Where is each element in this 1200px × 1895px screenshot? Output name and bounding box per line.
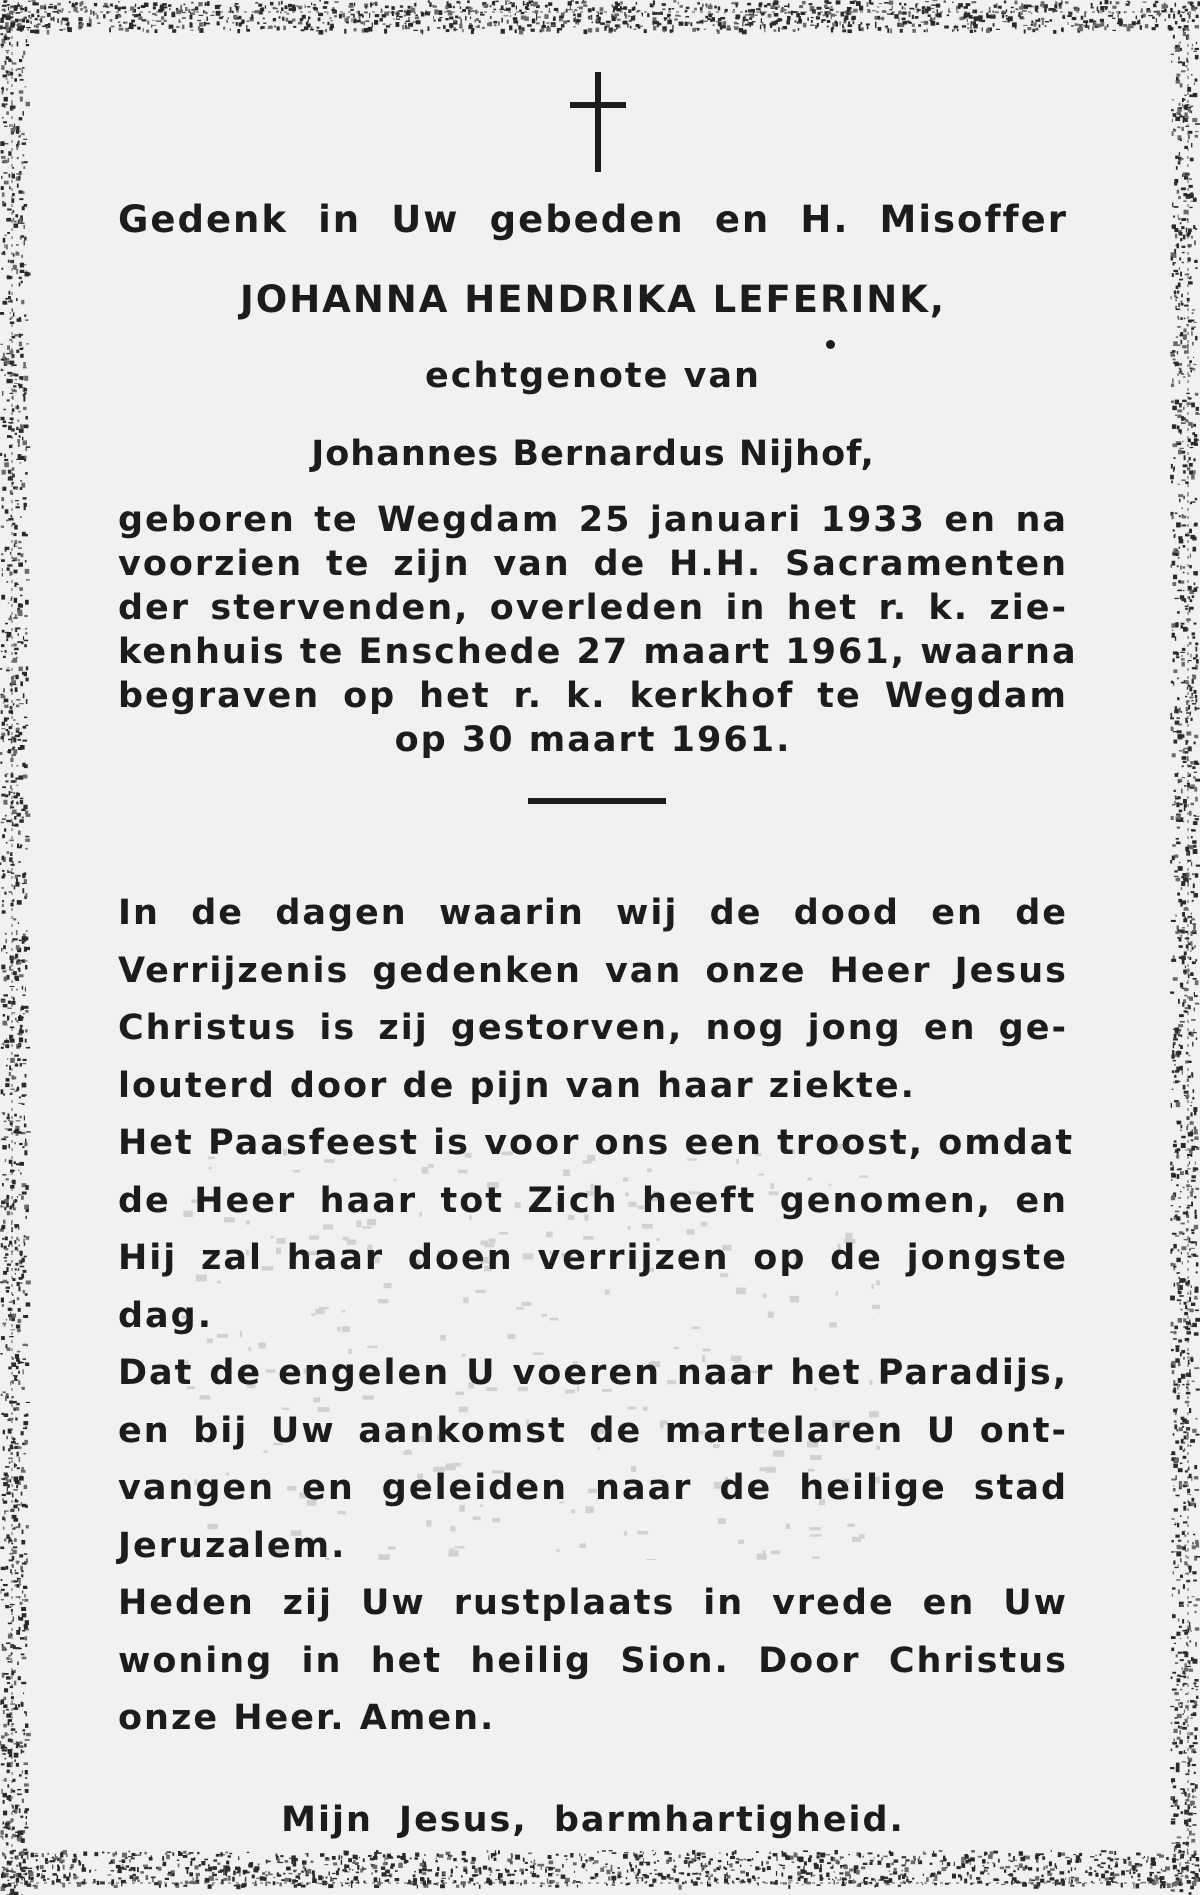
details-line: voorzien te zijn van de H.H. Sacramenten [118,544,1068,584]
prayer-line: dag. [118,1295,214,1336]
details-line: kenhuis te Enschede 27 maart 1961, waarna [118,632,1078,672]
prayer-line: onze Heer. Amen. [118,1698,496,1738]
spouse-label: echtgenote van [425,356,761,396]
prayer-line: vangen en geleiden naar de heilige stad [118,1468,1068,1508]
prayer-line: Jeruzalem. [118,1525,347,1566]
prayer-line: woning in het heilig Sion. Door Christus [118,1640,1068,1681]
intro-line: Gedenk in Uw gebeden en H. Misoffer [118,198,1068,241]
spouse-name: Johannes Bernardus Nijhof, [311,434,875,474]
prayer-line: en bij Uw aankomst de martelaren U ont- [118,1410,1068,1451]
prayer-line: Het Paasfeest is voor ons een troost, omdat [118,1123,1075,1163]
details-line: begraven op het r. k. kerkhof te Wegdam [118,676,1068,716]
show-through-smudge [180,1140,880,1560]
closing-invocation: Mijn Jesus, barmhartigheid. [281,1800,905,1840]
details-line: der stervenden, overleden in het r. k. zie- [118,588,1068,628]
details-line: geboren te Wegdam 25 januari 1933 en na [118,500,1068,540]
prayer-line: Heden zij Uw rustplaats in vrede en Uw [118,1583,1068,1623]
prayer-line: de Heer haar tot Zich heeft genomen, en [118,1180,1068,1221]
deceased-name: JOHANNA HENDRIKA LEFERINK, [240,278,946,321]
prayer-line: Christus is zij gestorven, nog jong en ge- [118,1008,1068,1048]
cross-icon [568,72,628,172]
stray-dot [826,340,835,349]
prayer-line: Dat de engelen U voeren naar het Paradijs, [118,1353,1068,1393]
prayer-line: Verrijzenis gedenken van onze Heer Jesus [118,950,1068,991]
divider-rule [528,798,666,804]
details-last-line: op 30 maart 1961. [394,720,792,760]
prayer-line: Hij zal haar doen verrijzen op de jongste [118,1238,1068,1278]
prayer-line: louterd door de pijn van haar ziekte. [118,1065,916,1106]
prayer-line: In de dagen waarin wij de dood en de [118,893,1068,933]
life-details [118,498,1078,762]
